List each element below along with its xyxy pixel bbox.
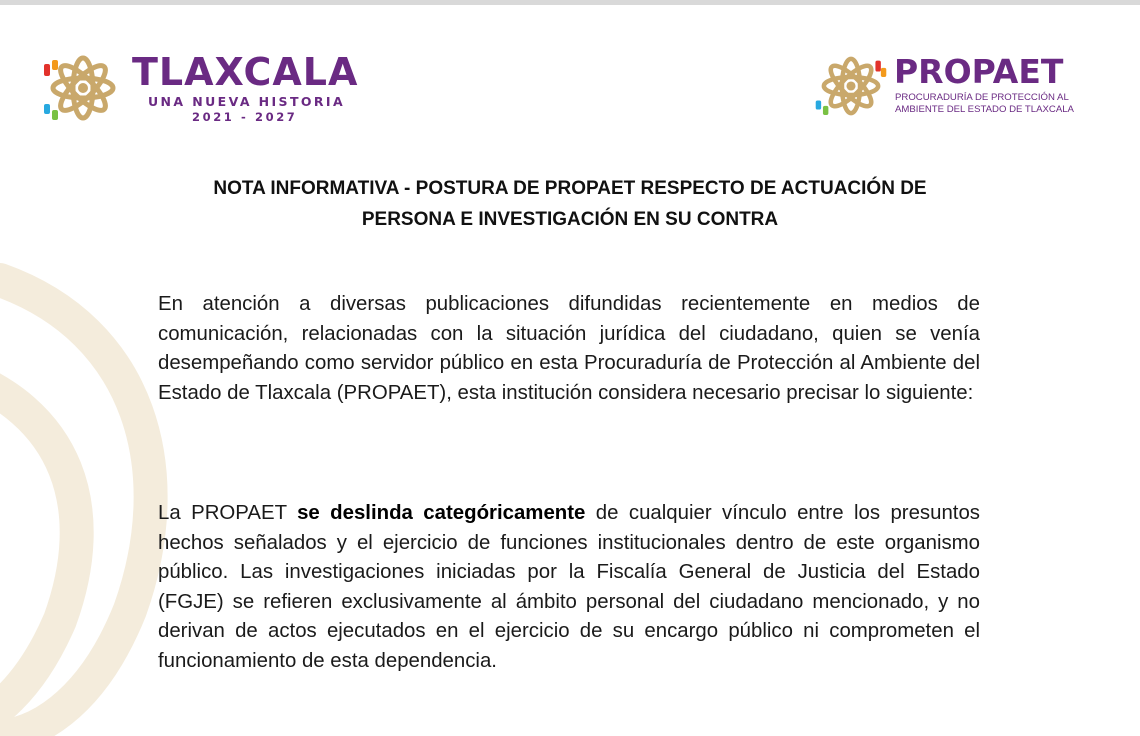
- document-title: [160, 173, 980, 235]
- tlaxcala-years: 2021 - 2027: [192, 110, 298, 124]
- propaet-subtitle: [895, 92, 1074, 116]
- tlaxcala-logo: [40, 46, 360, 130]
- propaet-logo: [812, 48, 1092, 124]
- flower-emblem-icon: [812, 48, 890, 124]
- flower-emblem-icon: [40, 46, 126, 130]
- tlaxcala-tagline: UNA NUEVA HISTORIA: [148, 94, 346, 109]
- top-border: [0, 0, 1140, 5]
- title-line-2: PERSONA E INVESTIGACIÓN EN SU CONTRA: [361, 209, 779, 230]
- paragraph-statement: [158, 499, 980, 676]
- tlaxcala-wordmark: TLAXCALA: [132, 50, 359, 94]
- propaet-wordmark: PROPAET: [894, 52, 1064, 91]
- statement-lead: La PROPAET: [158, 502, 287, 524]
- statement-emphasis: se deslinda categóricamente: [297, 502, 586, 524]
- paragraph-intro: En atención a diversas publicaciones difundidas recientemente en medios de comunicación, relacionadas con la situación jurídica del ciudadano, quien se venía desempeñando como servidor público en esta Procuraduría de Protección al Ambiente del Estado de Tlaxcala (PROPAET), esta institución considera necesario precisar lo siguiente:: [158, 293, 980, 404]
- propaet-subtitle-line2: AMBIENTE DEL ESTADO DE TLAXCALA: [895, 104, 1074, 115]
- statement-body: de cualquier vínculo entre los presuntos hechos señalados y el ejercicio de funciones institucionales dentro de este organismo público. Las investigaciones iniciadas por la Fiscalía General de Justicia del Estado (FGJE) se refieren exclusivamente al ámbito personal del ciudadano mencionado, y no derivan de actos ejecutados en el ejercicio de su encargo público ni comprometen el funcionamiento de esta dependencia.: [158, 502, 980, 672]
- title-line-1: NOTA INFORMATIVA - POSTURA DE PROPAET RESPECTO DE ACTUACIÓN DE: [213, 178, 927, 199]
- propaet-subtitle-line1: PROCURADURÍA DE PROTECCIÓN AL: [895, 92, 1069, 103]
